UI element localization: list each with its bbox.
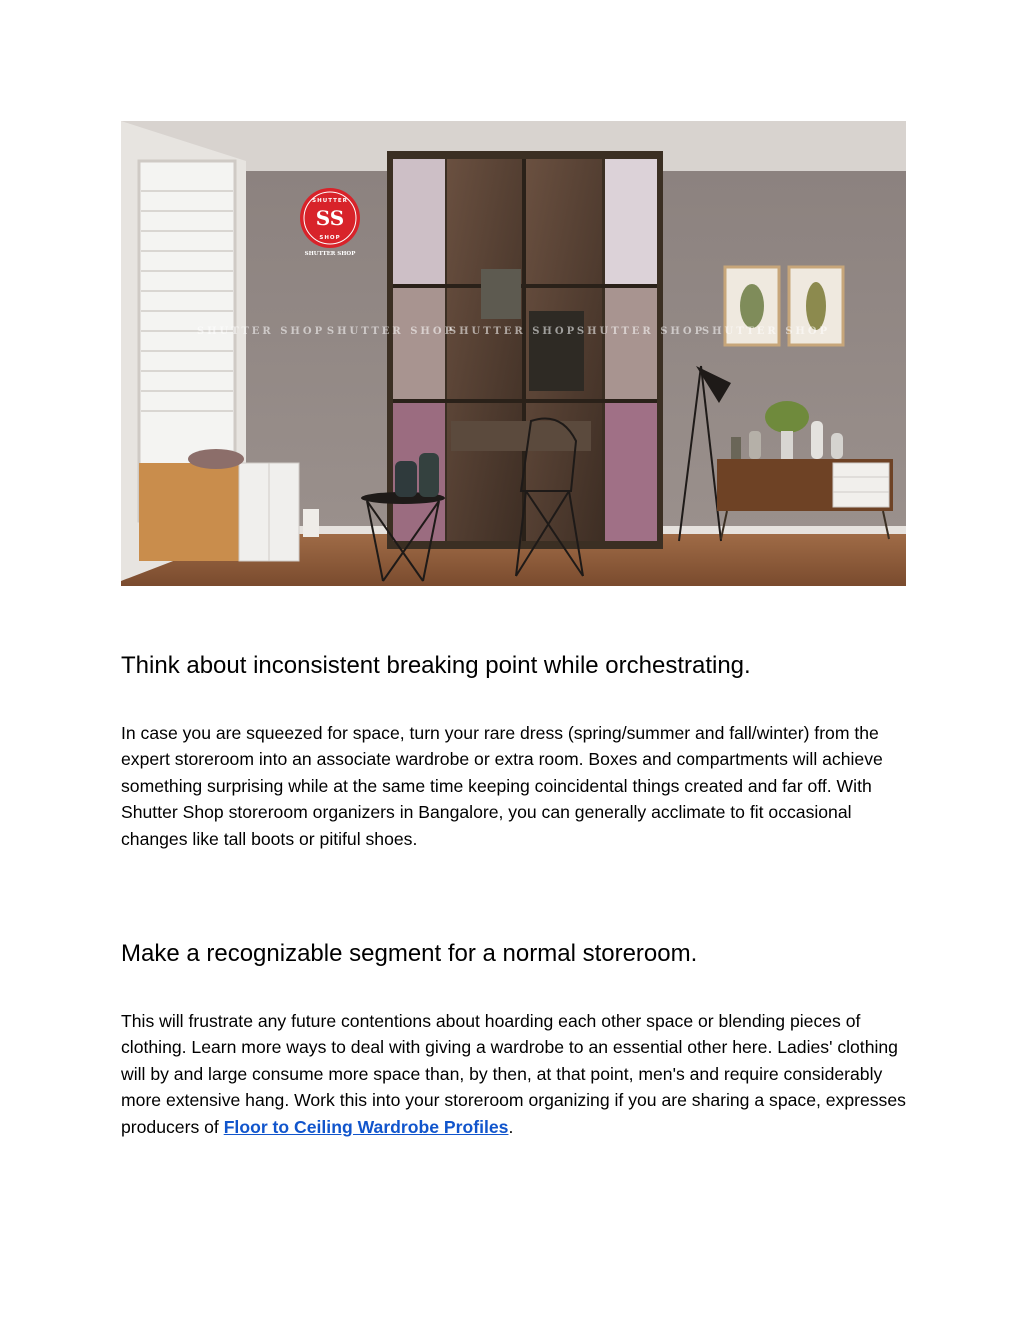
watermark-text: SHUTTER SHOP bbox=[576, 326, 706, 337]
section1-heading: Think about inconsistent breaking point while orchestrating. bbox=[121, 652, 751, 679]
logo-caption: SHUTTER SHOP bbox=[304, 251, 356, 257]
hero-image bbox=[121, 121, 906, 586]
wardrobe-glass bbox=[447, 159, 522, 541]
watermark-text: SHUTTER SHOP bbox=[326, 326, 456, 337]
logo-letters: SS bbox=[315, 206, 345, 230]
wardrobe-panel bbox=[393, 159, 445, 285]
section2-heading: Make a recognizable segment for a normal storeroom. bbox=[121, 940, 698, 967]
logo-ring-bottom: SHOP bbox=[319, 235, 341, 241]
section2-body-end: . bbox=[508, 1116, 514, 1137]
vase bbox=[395, 461, 417, 497]
plant bbox=[765, 401, 809, 433]
cushion bbox=[188, 449, 244, 469]
logo-ring-top: SHUTTER bbox=[312, 198, 348, 204]
section2-body-text: This will frustrate any future contentions about hoarding each other space or blending pieces of clothing. Learn more ways to deal with giving a wardrobe to an essential other here. Ladies' clothing will by and large consume more space than, by then, at that point, men's and require considerably more extensive hang. Work this into your storeroom organizing if you are sharing a space, expresses producers of bbox=[121, 1011, 906, 1137]
section2-body bbox=[121, 1008, 906, 1140]
room-illustration bbox=[121, 121, 906, 586]
section1-body: In case you are squeezed for space, turn your rare dress (spring/summer and fall/winter) from the expert storeroom into an associate wardrobe or extra room. Boxes and compartments will achieve something surprising while at the same time keeping coincidental things created and far off. With Shutter Shop storeroom organizers in Bangalore, you can generally acclimate to fit occasional changes like tall boots or pitiful shoes. bbox=[121, 723, 883, 849]
floor-to-ceiling-wardrobe-link[interactable]: Floor to Ceiling Wardrobe Profiles bbox=[223, 1116, 509, 1137]
watermark-text: SHUTTER SHOP bbox=[448, 326, 578, 337]
watermark-text: SHUTTER SHOP bbox=[701, 326, 831, 337]
watermark-text: SHUTTER SHOP bbox=[196, 326, 326, 337]
